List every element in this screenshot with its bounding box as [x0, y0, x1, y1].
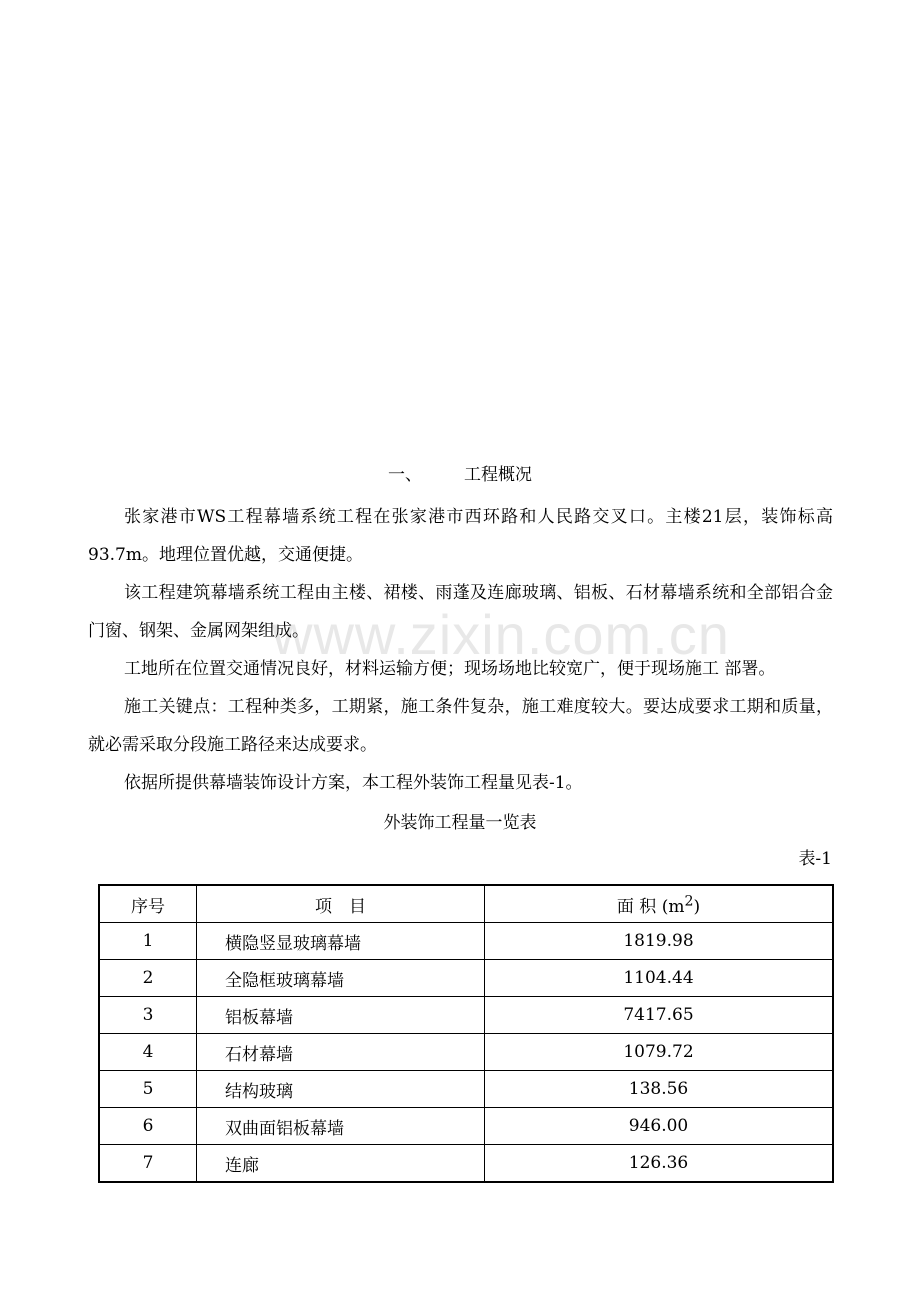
row-area: 126.36	[485, 1145, 834, 1183]
paragraph-text: 工地所在位置交通情况良好，材料运输方便；现场场地比较宽广，便于现场施工 部署。	[124, 659, 776, 679]
table-row	[99, 1034, 833, 1071]
row-no: 7	[99, 1145, 197, 1183]
row-item: 石材幕墙	[197, 1034, 485, 1071]
row-no: 5	[99, 1071, 197, 1108]
paragraph-project-location	[88, 498, 833, 574]
paragraph-key-points	[88, 688, 833, 764]
row-item: 全隐框玻璃幕墙	[197, 960, 485, 997]
row-area: 138.56	[485, 1071, 834, 1108]
row-area: 1079.72	[485, 1034, 834, 1071]
header-area-sup: 2	[684, 892, 694, 909]
watermark: www.zixin.com.cn	[272, 603, 730, 666]
row-area: 946.00	[485, 1108, 834, 1145]
row-item: 横隐竖显玻璃幕墙	[197, 923, 485, 960]
header-no: 序号	[99, 885, 197, 923]
table-row	[99, 1145, 833, 1183]
row-no: 1	[99, 923, 197, 960]
header-area	[485, 885, 834, 923]
table-row	[99, 1071, 833, 1108]
row-area: 7417.65	[485, 997, 834, 1034]
table-header-row	[99, 885, 833, 923]
header-item: 项 目	[197, 885, 485, 923]
row-no: 4	[99, 1034, 197, 1071]
section-title: 工程概况	[464, 465, 532, 485]
row-no: 3	[99, 997, 197, 1034]
section-heading	[0, 462, 920, 488]
table-row	[99, 923, 833, 960]
paragraph-text: 该工程建筑幕墙系统工程由主楼、裙楼、雨蓬及连廊玻璃、铝板、石材幕墙系统和全部铝合金门窗、钢架、金属网架组成。	[88, 583, 833, 641]
quantity-table	[98, 884, 834, 1183]
header-area-close: )	[693, 896, 701, 917]
section-number: 一、	[388, 465, 422, 485]
table-row	[99, 960, 833, 997]
row-area: 1104.44	[485, 960, 834, 997]
row-item: 铝板幕墙	[197, 997, 485, 1034]
paragraph-text: 张家港市WS工程幕墙系统工程在张家港市西环路和人民路交叉口。主楼21层，装饰标高93.7m。地理位置优越，交通便捷。	[88, 507, 833, 565]
row-item: 连廊	[197, 1145, 485, 1183]
table-row	[99, 1108, 833, 1145]
row-no: 2	[99, 960, 197, 997]
paragraph-site-conditions	[88, 650, 833, 688]
header-area-label: 面 积 (m	[616, 896, 685, 917]
paragraph-table-reference	[88, 764, 833, 802]
table-title: 外装饰工程量一览表	[383, 813, 537, 833]
table-row	[99, 997, 833, 1034]
table-ref-label: 表-1	[798, 849, 832, 869]
row-item: 双曲面铝板幕墙	[197, 1108, 485, 1145]
row-area: 1819.98	[485, 923, 834, 960]
paragraph-text: 施工关键点：工程种类多，工期紧，施工条件复杂，施工难度较大。要达成要求工期和质量，就必需采取分段施工路径来达成要求。	[88, 697, 833, 755]
row-no: 6	[99, 1108, 197, 1145]
row-item: 结构玻璃	[197, 1071, 485, 1108]
paragraph-project-composition	[88, 574, 833, 650]
paragraph-text: 依据所提供幕墙装饰设计方案，本工程外装饰工程量见表-1。	[124, 773, 583, 793]
